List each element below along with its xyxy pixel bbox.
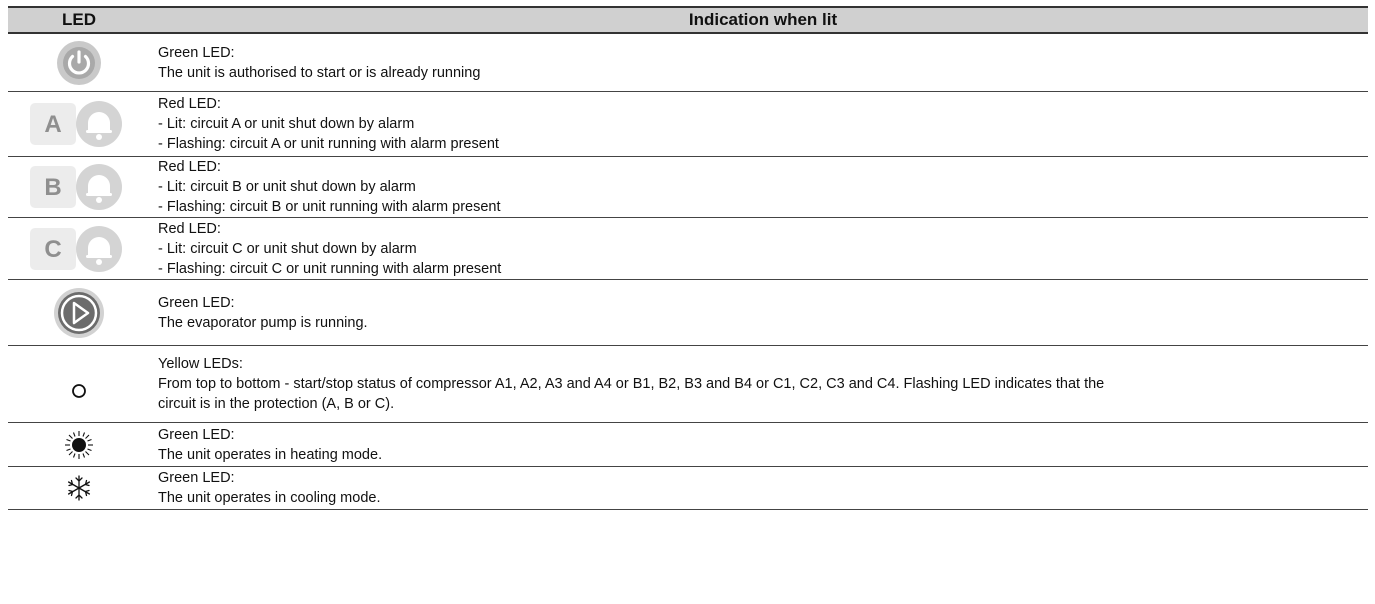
alarm-bell-icon [76, 164, 122, 210]
led-cell [8, 157, 150, 217]
led-cell [8, 346, 150, 422]
indication-line: - Flashing: circuit C or unit running with alarm present [158, 260, 502, 277]
table-row [8, 346, 1368, 423]
header-indication: Indication when lit [688, 10, 838, 29]
indication-cell [150, 218, 1368, 279]
circuit-letter: A [44, 111, 62, 138]
alarm-a-graphic [24, 99, 134, 149]
indication-line: - Flashing: circuit B or unit running with alarm present [158, 199, 501, 215]
table-row [8, 218, 1368, 280]
circuit-letter: C [44, 235, 62, 263]
indication-line: Yellow LEDs: [158, 356, 243, 372]
alarm-b-graphic [24, 162, 134, 212]
indication-line: - Lit: circuit C or unit shut down by alarm [158, 240, 417, 257]
indication-cell [150, 280, 1368, 345]
indication-line: Red LED: [158, 220, 221, 237]
led-cell [8, 280, 150, 345]
led-table [8, 6, 1368, 510]
circle-icon [71, 383, 87, 399]
sun-icon [64, 430, 94, 460]
table-row [8, 467, 1368, 510]
indication-cell [150, 346, 1368, 422]
play-icon [53, 287, 105, 339]
indication-line: Green LED: [158, 44, 235, 61]
indication-line: Green LED: [158, 470, 235, 486]
indication-line: The unit is authorised to start or is already running [158, 64, 481, 81]
indication-cell [150, 157, 1368, 217]
indication-line: From top to bottom - start/stop status of compressor A1, A2, A3 and A4 or B1, B2, B3 and B4 or C1, C2, C3 and C4. Flashing LED indicates that the [158, 376, 1105, 392]
indication-cell [150, 467, 1368, 509]
indication-line: - Lit: circuit B or unit shut down by alarm [158, 179, 416, 195]
led-cell [8, 423, 150, 466]
indication-line: Red LED: [158, 159, 221, 175]
table-header [8, 6, 1368, 34]
indication-line: - Flashing: circuit A or unit running with alarm present [158, 136, 499, 152]
indication-line: Red LED: [158, 96, 221, 112]
header-led: LED [62, 10, 96, 29]
indication-line: circuit is in the protection (A, B or C). [158, 396, 395, 412]
alarm-bell-icon [76, 101, 122, 147]
indication-line: The unit operates in heating mode. [158, 446, 383, 463]
table-row [8, 34, 1368, 92]
circuit-letter: B [44, 174, 62, 201]
indication-cell [150, 423, 1368, 466]
alarm-bell-icon [76, 226, 122, 272]
indication-line: The unit operates in cooling mode. [158, 490, 381, 506]
alarm-c-graphic [24, 224, 134, 274]
indication-line: Green LED: [158, 294, 235, 311]
snowflake-icon [65, 474, 93, 502]
table-row [8, 423, 1368, 467]
table-row [8, 157, 1368, 218]
led-cell [8, 218, 150, 279]
led-cell [8, 34, 150, 91]
indication-line: - Lit: circuit A or unit shut down by alarm [158, 116, 415, 132]
table-row [8, 92, 1368, 157]
indication-cell [150, 34, 1368, 91]
indication-cell [150, 92, 1368, 156]
indication-line: Green LED: [158, 426, 235, 443]
table-row [8, 280, 1368, 346]
power-icon [56, 40, 102, 86]
led-cell [8, 467, 150, 509]
led-cell [8, 92, 150, 156]
indication-line: The evaporator pump is running. [158, 314, 368, 331]
